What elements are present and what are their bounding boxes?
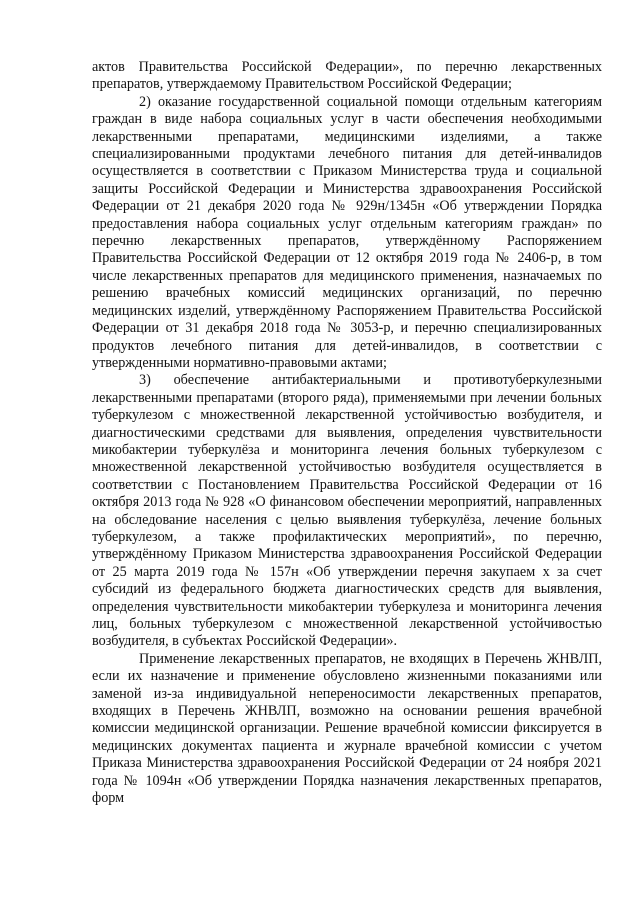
paragraph-item-2: 2) оказание государственной социальной помощи отдельным категориям граждан в виде набора социальных услуг в части обеспечения необходимыми лекарственными препаратами, медицинскими изделиями, а также специализированными продуктами лечебного питания для детей-инвалидов осуществляется в соответствии с Приказом Министерства труда и социальной защиты Российской Федерации и Министерства здравоохранения Российской Федерации от 21 декабря 2020 года № 929н/1345н «Об утверждении Порядка предоставления набора социальных услуг отдельным категориям граждан» по перечню лекарственных препаратов, утверждённому Распоряжением Правительства Российской Федерации от 12 октября 2019 года № 2406-р, в том числе лекарственных препаратов для медицинского применения, назначаемых по решению врачебных комиссий медицинских организаций, по перечню медицинских изделий, утверждённому Распоряжением Правительства Российской Федерации от 31 декабря 2018 года № 3053-р, и перечню специализированных продуктов лечебного питания для детей-инвалидов, в соответствии с утвержденными нормативно-правовыми актами; [92,93,602,371]
paragraph-zhnvlp: Применение лекарственных препаратов, не входящих в Перечень ЖНВЛП, если их назначение и применение обусловлено жизненными показаниями или заменой из-за индивидуальной непереносимости лекарственных препаратов, входящих в Перечень ЖНВЛП, возможно на основании решения врачебной комиссии медицинской организации. Решение врачебной комиссии фиксируется в медицинских документах пациента и журнале врачебной комиссии с учетом Приказа Министерства здравоохранения Российской Федерации от 24 ноября 2021 года № 1094н «Об утверждении Порядка назначения лекарственных препаратов, форм [92,650,602,807]
paragraph-item-3: 3) обеспечение антибактериальными и противотуберкулезными лекарственными препаратами (второго ряда), применяемыми при лечении больных туберкулезом с множественной лекарственной устойчивостью возбудителя, и диагностическими средствами для выявления, определения чувствительности микобактерии туберкулёза и мониторинга лечения больных туберкулезом с множественной лекарственной устойчивостью возбудителя осуществляется в соответствии с Постановлением Правительства Российской Федерации от 16 октября 2013 года № 928 «О финансовом обеспечении мероприятий, направленных на обследование населения с целью выявления туберкулёза, лечение больных туберкулезом, а также профилактических мероприятий», по перечню, утверждённому Приказом Министерства здравоохранения Российской Федерации от 25 марта 2019 года № 157н «Об утверждении перечня закупаем х за счет субсидий из федерального бюджета диагностических средств для выявления, определения чувствительности микобактерии туберкулеза и мониторинга лечения лиц, больных туберкулезом с множественной лекарственной устойчивостью возбудителя, в субъектах Российской Федерации». [92,372,602,650]
paragraph-continuation: актов Правительства Российской Федерации», по перечню лекарственных препаратов, утверждаемому Правительством Российской Федерации; [92,59,602,93]
document-body [92,59,602,807]
